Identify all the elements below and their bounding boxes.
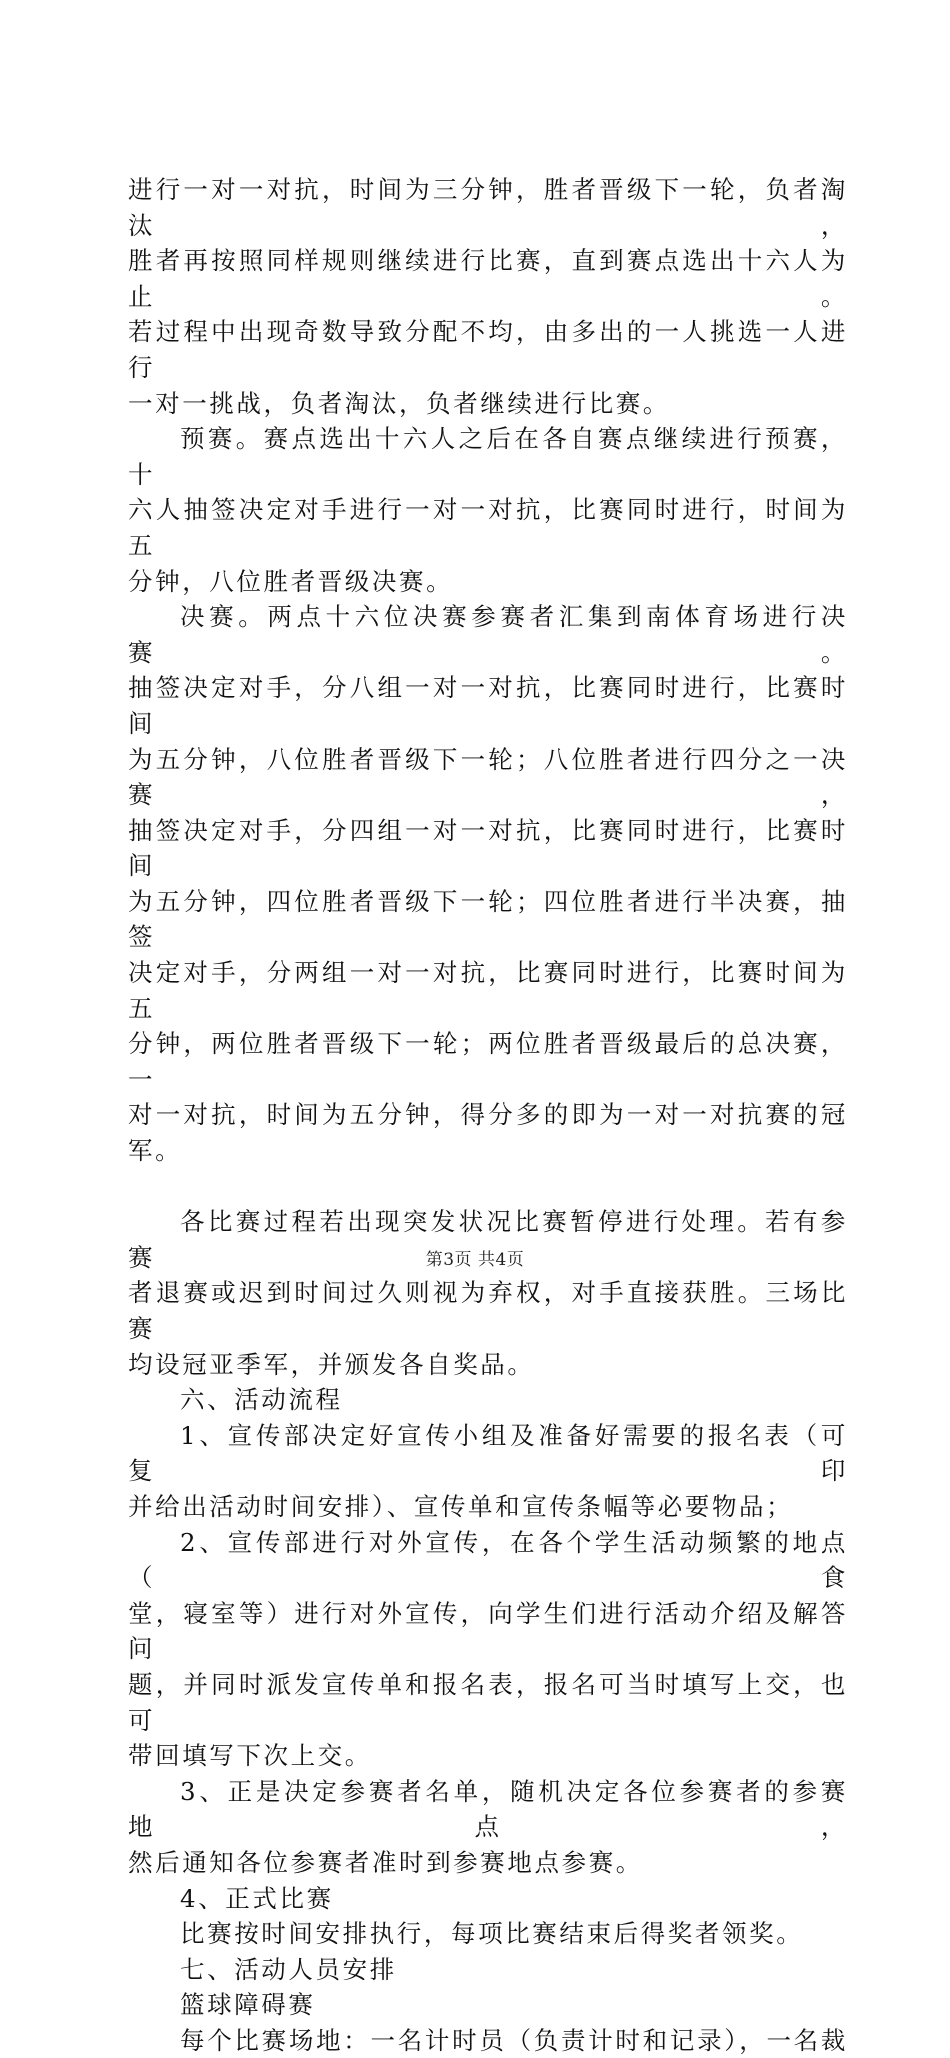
section-heading: 七、活动人员安排: [180, 1954, 397, 1984]
section-heading: 六、活动流程: [180, 1385, 343, 1415]
text-line: 分钟，八位胜者晋级决赛。: [128, 566, 454, 596]
page-number-footer: 第3页 共4页: [425, 1250, 525, 1270]
text-line: 4、正式比赛: [180, 1883, 334, 1913]
text-line: 胜者再按照同样规则继续进行比赛，直到赛点选出十六人为止。: [128, 246, 848, 311]
text-line: 为五分钟，四位胜者晋级下一轮；四位胜者进行半决赛，抽签: [128, 886, 848, 952]
text-line: 为五分钟，八位胜者晋级下一轮；八位胜者进行四分之一决赛，: [128, 744, 848, 810]
text-line: 并给出活动时间安排）、宣传单和宣传条幅等必要物品；: [128, 1491, 794, 1521]
text-line: 各比赛过程若出现突发状况比赛暂停进行处理。若有参赛: [128, 1207, 848, 1272]
text-line: 每个比赛场地：一名计时员（负责计时和记录），一名裁: [180, 2025, 848, 2055]
text-line: 2、宣传部进行对外宣传，在各个学生活动频繁的地点（食: [128, 1527, 848, 1593]
text-line: 然后通知各位参赛者准时到参赛地点参赛。: [128, 1847, 643, 1877]
text-line: 若过程中出现奇数导致分配不均，由多出的一人挑选一人进行: [128, 317, 848, 382]
text-line: 一对一挑战，负者淘汰，负者继续进行比赛。: [128, 388, 670, 418]
text-line: 进行一对一对抗，时间为三分钟，胜者晋级下一轮，负者淘汰，: [128, 175, 848, 240]
text-line: 预赛。赛点选出十六人之后在各自赛点继续进行预赛，十: [128, 424, 848, 489]
text-line: 1、宣传部决定好宣传小组及准备好需要的报名表（可复印: [128, 1420, 848, 1486]
subsection-heading: 篮球障碍赛: [180, 1990, 316, 2020]
text-line: 决赛。两点十六位决赛参赛者汇集到南体育场进行决赛。: [128, 602, 848, 667]
text-line: 抽签决定对手，分八组一对一对抗，比赛同时进行，比赛时间: [128, 673, 848, 738]
blank-line: [128, 1169, 848, 1205]
text-line: 抽签决定对手，分四组一对一对抗，比赛同时进行，比赛时间: [128, 815, 848, 881]
text-line: 均设冠亚季军，并颁发各自奖品。: [128, 1349, 535, 1379]
text-line: 对一对抗，时间为五分钟，得分多的即为一对一对抗赛的冠军。: [128, 1100, 848, 1166]
text-line: 者退赛或迟到时间过久则视为弃权，对手直接获胜。三场比赛: [128, 1278, 848, 1343]
text-line: 堂，寝室等）进行对外宣传，向学生们进行活动介绍及解答问: [128, 1598, 848, 1664]
text-line: 比赛按时间安排执行，每项比赛结束后得奖者领奖。: [180, 1919, 804, 1949]
text-line: 分钟，两位胜者晋级下一轮；两位胜者晋级最后的总决赛，一: [128, 1029, 848, 1094]
text-line: 六人抽签决定对手进行一对一对抗，比赛同时进行，时间为五: [128, 495, 848, 560]
text-line: 3、正是决定参赛者名单，随机决定各位参赛者的参赛地点，: [128, 1776, 848, 1842]
text-line: 决定对手，分两组一对一对抗，比赛同时进行，比赛时间为五: [128, 958, 848, 1023]
text-line: 题，并同时派发宣传单和报名表，报名可当时填写上交，也可: [128, 1669, 848, 1735]
text-line: 带回填写下次上交。: [128, 1741, 372, 1771]
document-body: [128, 172, 848, 2058]
